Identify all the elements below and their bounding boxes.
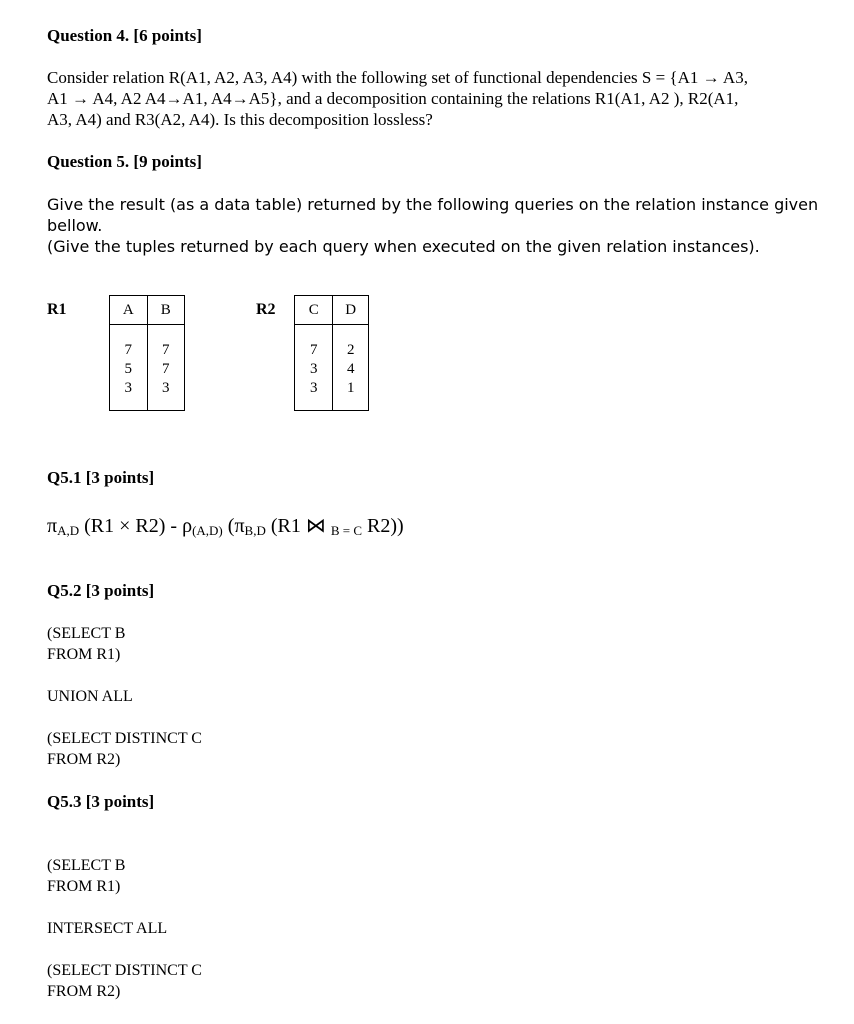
rho-subscript: (A,D) — [192, 523, 223, 538]
q53-subquery-2 — [47, 960, 202, 1002]
r1-cell-b-3: 3 — [162, 380, 170, 396]
r2-cell-d-3: 1 — [346, 380, 355, 396]
r2-cell-c-1: 7 — [309, 342, 318, 358]
q52-from-1: FROM R1) — [47, 646, 121, 663]
r2-table — [294, 295, 369, 411]
q5-body — [47, 194, 837, 257]
r1-cell-a-2: 5 — [124, 361, 132, 377]
q52-from-2: FROM R2) — [47, 751, 121, 768]
q53-heading: Q5.3 [3 points] — [47, 792, 155, 811]
r1-cell-a-1: 7 — [124, 342, 132, 358]
q52-select-1: (SELECT B — [47, 625, 126, 642]
q5-line-2: (Give the tuples returned by each query when executed on the given relation instances). — [47, 237, 760, 256]
r2-cell-d-2: 4 — [346, 361, 355, 377]
r2-cell-d-1: 2 — [346, 342, 355, 358]
join-condition: B = C — [330, 523, 363, 538]
r2-header-d: D — [333, 296, 369, 325]
q5-line-1: Give the result (as a data table) returned by the following queries on the relation instance given bellow. — [47, 195, 819, 235]
q52-subquery-1 — [47, 623, 125, 665]
r2-cell-c-3: 3 — [309, 380, 318, 396]
q4-heading: Question 4. [6 points] — [47, 26, 202, 45]
r2-cell-c-2: 3 — [309, 361, 318, 377]
q53-from-1: FROM R1) — [47, 878, 121, 895]
q53-select-2: (SELECT DISTINCT C — [47, 962, 202, 979]
expr-part-4: R2)) — [362, 515, 404, 537]
q53-subquery-1 — [47, 855, 125, 897]
r1-label: R1 — [47, 301, 67, 318]
r1-col-b — [147, 325, 185, 411]
q52-subquery-2 — [47, 728, 202, 770]
r1-cell-a-3: 3 — [124, 380, 132, 396]
r1-header-a: A — [110, 296, 148, 325]
rho-symbol: ρ — [182, 515, 193, 537]
r2-header-c: C — [295, 296, 333, 325]
q51-heading: Q5.1 [3 points] — [47, 468, 155, 487]
r1-header-b: B — [147, 296, 185, 325]
q4-line-1: Consider relation R(A1, A2, A3, A4) with the following set of functional dependencies S = {A1 → A3, — [47, 68, 748, 87]
r1-table — [109, 295, 185, 411]
r1-col-a — [110, 325, 148, 411]
q52-select-2: (SELECT DISTINCT C — [47, 730, 202, 747]
r1-cell-b-2: 7 — [162, 361, 170, 377]
pi-subscript-2: B,D — [244, 523, 266, 538]
r2-label: R2 — [256, 301, 276, 318]
r2-col-c — [295, 325, 333, 411]
q53-select-1: (SELECT B — [47, 857, 126, 874]
expr-part-3: (R1 ⋈ — [265, 515, 331, 537]
q53-operator: INTERSECT ALL — [47, 920, 168, 937]
q4-line-2: A1 → A4, A2 A4→A1, A4→A5}, and a decomposition containing the relations R1(A1, A2 ), R2(A1, — [47, 89, 739, 108]
expr-part-2: ( — [222, 515, 235, 537]
pi-symbol-2: π — [234, 515, 245, 537]
q51-expression — [47, 513, 404, 539]
pi-symbol-1: π — [47, 515, 58, 537]
q5-heading: Question 5. [9 points] — [47, 152, 202, 171]
r2-col-d — [333, 325, 369, 411]
q53-from-2: FROM R2) — [47, 983, 121, 1000]
q4-body — [47, 67, 827, 130]
q52-heading: Q5.2 [3 points] — [47, 581, 155, 600]
expr-part-1: (R1 × R2) - — [79, 515, 183, 537]
q4-line-3: A3, A4) and R3(A2, A4). Is this decomposition lossless? — [47, 110, 433, 129]
pi-subscript-1: A,D — [57, 523, 80, 538]
q52-operator: UNION ALL — [47, 688, 133, 705]
r1-cell-b-1: 7 — [162, 342, 170, 358]
